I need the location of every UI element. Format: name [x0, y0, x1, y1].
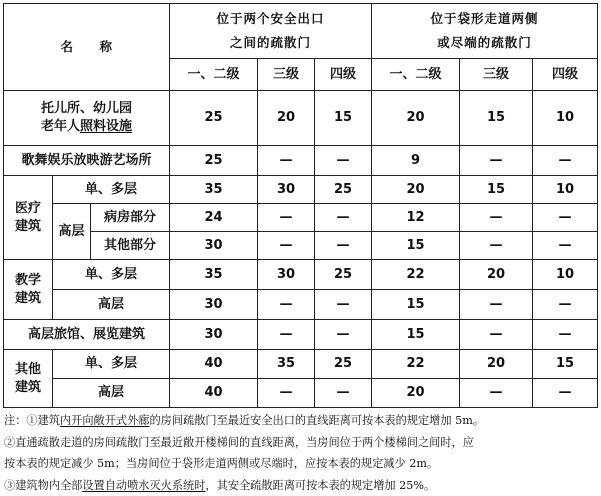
sub-group-label-high-rise: 高层 [53, 204, 91, 260]
row-label: 歌舞娱乐放映游艺场所 [4, 146, 170, 176]
value-cell: 20 [372, 91, 460, 146]
note-2-line-2: 按本表的规定减少 5m；当房间位于袋形走道两侧或尽端时，应按本表的规定减少 2m。 [4, 457, 439, 470]
value-cell: 15 [372, 290, 460, 320]
value-cell: — [315, 146, 372, 176]
value-cell: — [258, 290, 315, 320]
value-cell: 24 [170, 204, 258, 232]
value-cell: — [533, 320, 598, 350]
value-cell: 15 [533, 350, 598, 379]
value-cell: — [315, 204, 372, 232]
note-3: ③建筑物内全部设置自动喷水灭火系统时，其安全疏散距离可按本表的规定增加 25%。 [4, 478, 436, 492]
row-label: 托儿所、幼儿园 老年人照料设施 [4, 91, 170, 146]
level-header: 三级 [460, 59, 533, 91]
table-row [4, 260, 598, 290]
value-cell: — [460, 379, 533, 408]
value-cell: 15 [372, 320, 460, 350]
value-cell: 25 [315, 350, 372, 379]
value-cell: 35 [170, 176, 258, 204]
value-cell: — [460, 290, 533, 320]
table-row [4, 176, 598, 204]
table-row [4, 232, 598, 260]
name-header: 名 称 [4, 4, 170, 91]
row-label: 单、多层 [53, 350, 170, 379]
row-label: 单、多层 [53, 176, 170, 204]
row-label: 病房部分 [91, 204, 170, 232]
value-cell: 30 [258, 176, 315, 204]
value-cell: 10 [533, 260, 598, 290]
row-label: 高层 [53, 290, 170, 320]
value-cell: 20 [372, 176, 460, 204]
group-label-other: 其他 建筑 [4, 350, 53, 408]
level-header: 四级 [533, 59, 598, 91]
value-cell: — [460, 146, 533, 176]
value-cell: — [533, 290, 598, 320]
table-row [4, 204, 598, 232]
row-label: 高层旅馆、展览建筑 [4, 320, 170, 350]
note-1: 注：①建筑内开向敞开式外廊的房间疏散门至最近安全出口的直线距离可按本表的规定增加 5m。 [4, 414, 485, 427]
table-row [4, 146, 598, 176]
value-cell: — [460, 320, 533, 350]
row-label: 其他部分 [91, 232, 170, 260]
value-cell: — [258, 204, 315, 232]
value-cell: 35 [170, 260, 258, 290]
value-cell: — [315, 379, 372, 408]
value-cell: 22 [372, 350, 460, 379]
level-header: 三级 [258, 59, 315, 91]
value-cell: 25 [315, 260, 372, 290]
value-cell: 20 [372, 379, 460, 408]
value-cell: — [258, 232, 315, 260]
value-cell: — [315, 320, 372, 350]
value-cell: 25 [170, 146, 258, 176]
level-header: 一、二级 [372, 59, 460, 91]
value-cell: — [533, 232, 598, 260]
value-cell: — [258, 379, 315, 408]
value-cell: 15 [315, 91, 372, 146]
group-header-dead-end: 位于袋形走道两侧 或尽端的疏散门 [372, 4, 598, 59]
value-cell: — [258, 146, 315, 176]
value-cell: 40 [170, 350, 258, 379]
value-cell: 40 [170, 379, 258, 408]
value-cell: — [533, 204, 598, 232]
row-label: 高层 [53, 379, 170, 408]
table-notes [4, 410, 598, 496]
group-label-teaching: 教学 建筑 [4, 260, 53, 320]
value-cell: 15 [460, 176, 533, 204]
value-cell: 25 [315, 176, 372, 204]
value-cell: 30 [170, 232, 258, 260]
value-cell: 30 [170, 320, 258, 350]
value-cell: 20 [460, 260, 533, 290]
table-row [4, 350, 598, 379]
value-cell: — [533, 146, 598, 176]
value-cell: — [258, 320, 315, 350]
row-label: 单、多层 [53, 260, 170, 290]
value-cell: — [315, 290, 372, 320]
value-cell: 22 [372, 260, 460, 290]
value-cell: 20 [258, 91, 315, 146]
value-cell: 35 [258, 350, 315, 379]
value-cell: 30 [170, 290, 258, 320]
level-header: 一、二级 [170, 59, 258, 91]
value-cell: 12 [372, 204, 460, 232]
group-label-medical: 医疗 建筑 [4, 176, 53, 260]
table-row [4, 379, 598, 408]
value-cell: 10 [533, 176, 598, 204]
group-header-between-exits: 位于两个安全出口 之间的疏散门 [170, 4, 372, 59]
note-2-line-1: ②直通疏散走道的房间疏散门至最近敞开楼梯间的直线距离，当房间位于两个楼梯间之间时，应 [4, 435, 474, 449]
table-row [4, 91, 598, 146]
value-cell: — [460, 204, 533, 232]
value-cell: — [315, 232, 372, 260]
value-cell: — [533, 379, 598, 408]
value-cell: — [460, 232, 533, 260]
value-cell: 20 [460, 350, 533, 379]
table-row [4, 290, 598, 320]
value-cell: 10 [533, 91, 598, 146]
value-cell: 9 [372, 146, 460, 176]
table-row [4, 320, 598, 350]
value-cell: 15 [372, 232, 460, 260]
value-cell: 15 [460, 91, 533, 146]
value-cell: 30 [258, 260, 315, 290]
value-cell: 25 [170, 91, 258, 146]
evacuation-distance-table [3, 3, 598, 408]
header-row [4, 4, 598, 59]
level-header: 四级 [315, 59, 372, 91]
